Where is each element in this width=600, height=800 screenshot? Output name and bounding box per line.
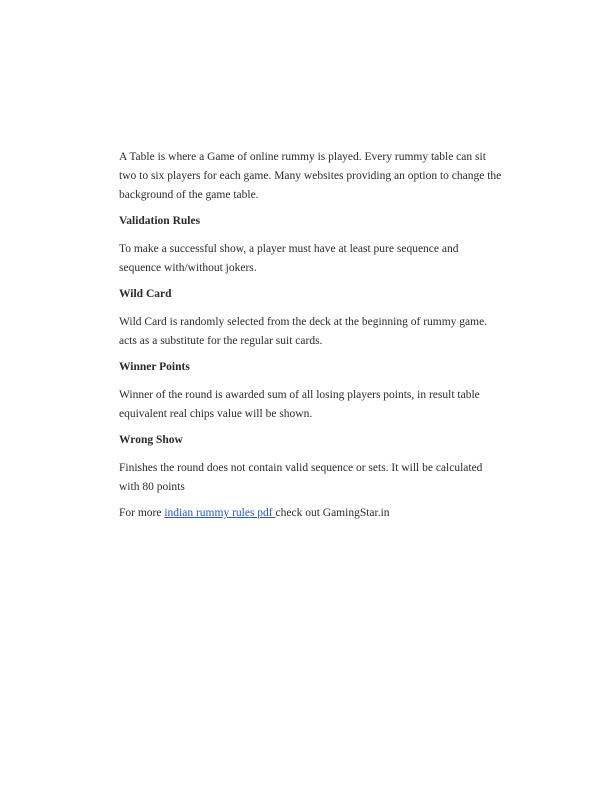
intro-line: A Table is where a Game of online rummy is played. Every rummy table can sit (119, 151, 486, 163)
paragraph-line: equivalent real chips value will be shown. (119, 408, 313, 420)
section-heading-validation-rules: Validation Rules (119, 215, 201, 227)
footer-suffix: check out GamingStar.in (275, 507, 390, 519)
rummy-rules-pdf-link[interactable]: indian rummy rules pdf (164, 507, 276, 519)
intro-line: background of the game table. (119, 189, 259, 201)
footer-paragraph (119, 504, 489, 523)
paragraph-line: Winner of the round is awarded sum of all losing players points, in result table (119, 389, 480, 401)
paragraph-line: acts as a substitute for the regular suit cards. (119, 335, 323, 347)
document-content (119, 148, 502, 530)
section-heading-wrong-show: Wrong Show (119, 434, 183, 446)
section-heading-winner-points: Winner Points (119, 361, 190, 373)
paragraph-line: Finishes the round does not contain valid sequence or sets. It will be calculated (119, 462, 483, 474)
paragraph-line: with 80 points (119, 481, 185, 493)
paragraph-line: To make a successful show, a player must have at least pure sequence and (119, 243, 459, 255)
section-paragraph-validation-rules (119, 240, 489, 278)
paragraph-line: Wild Card is randomly selected from the deck at the beginning of rummy game. (119, 316, 488, 328)
paragraph-line: sequence with/without jokers. (119, 262, 257, 274)
intro-line: two to six players for each game. Many websites providing an option to change the (119, 170, 502, 182)
section-heading-wild-card: Wild Card (119, 288, 172, 300)
section-paragraph-wild-card (119, 313, 489, 351)
intro-paragraph (119, 148, 502, 205)
section-paragraph-winner-points (119, 386, 489, 424)
footer-prefix: For more (119, 507, 165, 519)
section-paragraph-wrong-show (119, 459, 489, 497)
